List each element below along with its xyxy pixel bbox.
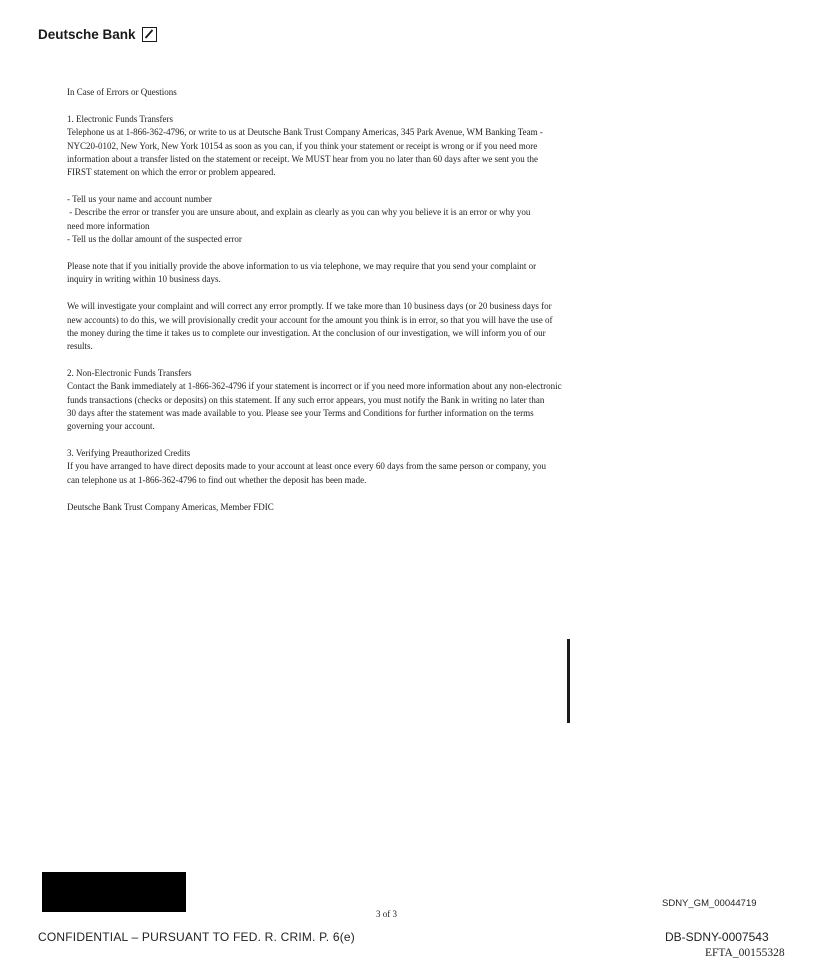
paragraph-line: inquiry in writing within 10 business days. <box>67 274 221 285</box>
list-item: - Describe the error or transfer you are unsure about, and explain as clearly as you can why you believe it is an error or why you <box>67 207 531 218</box>
note-paragraph <box>67 260 647 286</box>
paragraph-line: Contact the Bank immediately at 1-866-362-4796 if your statement is incorrect or if you need more information about any non-electronic <box>67 381 562 392</box>
deutsche-bank-logo-icon <box>142 27 157 42</box>
bates-number-efta: EFTA_00155328 <box>705 947 785 959</box>
bullet-list <box>67 193 647 246</box>
section-heading: 1. Electronic Funds Transfers <box>67 114 173 125</box>
vertical-rule <box>567 639 570 723</box>
bates-number-db: DB-SDNY-0007543 <box>665 930 769 944</box>
paragraph-line: 30 days after the statement was made available to you. Please see your Terms and Conditions for further information on the terms <box>67 407 534 418</box>
confidentiality-notice: CONFIDENTIAL – PURSUANT TO FED. R. CRIM. P. 6(e) <box>38 930 355 944</box>
paragraph-line: can telephone us at 1-866-362-4796 to find out whether the deposit has been made. <box>67 474 367 485</box>
section-preauthorized-credits <box>67 447 647 487</box>
paragraph-line: results. <box>67 341 93 352</box>
paragraph-line: Telephone us at 1-866-362-4796, or write to us at Deutsche Bank Trust Company Americas, 345 Park Avenue, WM Banking Team - <box>67 127 543 138</box>
list-item: - Tell us the dollar amount of the suspected error <box>67 233 242 244</box>
member-fdic-line: Deutsche Bank Trust Company Americas, Member FDIC <box>67 501 274 512</box>
brand-header <box>38 27 157 42</box>
page-number: 3 of 3 <box>376 909 397 919</box>
paragraph-line: Please note that if you initially provide the above information to us via telephone, we may require that you send your complaint or <box>67 261 537 272</box>
paragraph-line: We will investigate your complaint and will correct any error promptly. If we take more than 10 business days (or 20 business days for <box>67 301 552 312</box>
bates-number-sdny-gm: SDNY_GM_00044719 <box>662 898 757 909</box>
section-heading: 3. Verifying Preauthorized Credits <box>67 448 191 459</box>
paragraph-line: funds transactions (checks or deposits) on this statement. If any such error appears, you must notify the Bank in writing no later than <box>67 394 545 405</box>
list-item: - Tell us your name and account number <box>67 194 212 205</box>
brand-name: Deutsche Bank <box>38 27 136 42</box>
paragraph-line: NYC20-0102, New York, New York 10154 as soon as you can, if you think your statement or receipt is wrong or if you need more <box>67 140 538 151</box>
section-heading: 2. Non-Electronic Funds Transfers <box>67 368 192 379</box>
section-non-electronic-transfers <box>67 367 647 433</box>
redaction-box <box>42 872 186 912</box>
section-electronic-transfers <box>67 113 647 179</box>
paragraph-line: new accounts) to do this, we will provisionally credit your account for the amount you think is in error, so that you will have the use of <box>67 314 553 325</box>
statement-body <box>67 86 647 528</box>
page-title: In Case of Errors or Questions <box>67 87 177 97</box>
list-item: need more information <box>67 220 150 231</box>
paragraph-line: information about a transfer listed on the statement or receipt. We MUST hear from you no later than 60 days after we sent you the <box>67 153 539 164</box>
paragraph-line: If you have arranged to have direct deposits made to your account at least once every 60 days from the same person or company, you <box>67 461 546 472</box>
investigation-paragraph <box>67 300 647 353</box>
paragraph-line: the money during the time it takes us to complete our investigation. At the conclusion of our investigation, we will inform you of our <box>67 327 546 338</box>
paragraph-line: governing your account. <box>67 421 155 432</box>
paragraph-line: FIRST statement on which the error or problem appeared. <box>67 167 276 178</box>
